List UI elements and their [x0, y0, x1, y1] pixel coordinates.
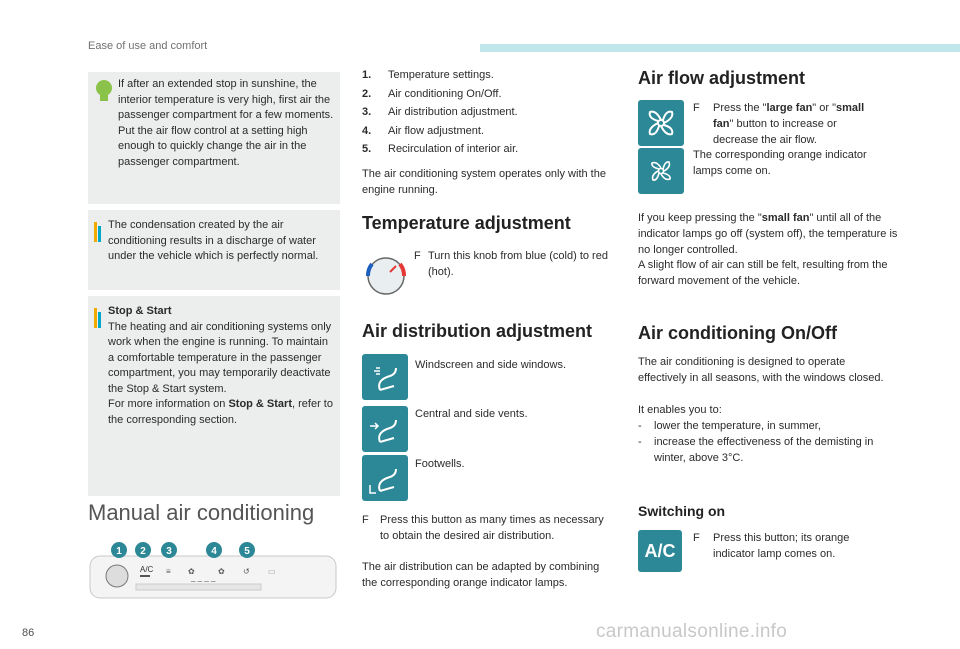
- airflow-keep-text: If you keep pressing the "small fan" until all of the indicator lamps go off (system off), the temperature is no longer controlled.: [638, 212, 898, 256]
- info-bars-icon: [94, 308, 102, 328]
- distribution-press-text: F Press this button as many times as necessary to obtain the desired air distribution.: [362, 514, 604, 542]
- svg-text:A/C: A/C: [140, 565, 154, 574]
- stop-start-link: Stop & Start: [228, 398, 292, 410]
- list-item: 5. Recirculation of interior air.: [362, 143, 519, 155]
- bullet-dash: -: [638, 436, 642, 448]
- tip-text-2: Put the air flow control at a setting high enough to quickly change the air in the passenger compartment.: [118, 124, 308, 168]
- controls-list: [362, 66, 622, 159]
- temperature-knob-icon: [362, 254, 414, 300]
- check-icon: F: [693, 532, 700, 544]
- airflow-press-text: F Press the "large fan" or "small fan" button to increase or decrease the air flow.: [693, 102, 865, 146]
- list-item: 1. Temperature settings.: [362, 69, 494, 81]
- distribution-note: The air distribution can be adapted by combining the corresponding orange indicator lamps.: [362, 561, 600, 589]
- ac-intro: The air conditioning is designed to operate effectively in all seasons, with the windows closed.: [638, 356, 884, 384]
- distribution-item: Central and side vents.: [415, 408, 528, 420]
- airflow-heading: Air flow adjustment: [638, 68, 806, 88]
- ac-heading: Air conditioning On/Off: [638, 323, 837, 343]
- large-fan-icon: [638, 100, 684, 146]
- svg-text:5: 5: [244, 546, 250, 557]
- ac-bullet: - increase the effectiveness of the demisting in winter, above 3°C.: [638, 436, 874, 464]
- control-panel-illustration: [88, 536, 340, 600]
- switching-on-text: F Press this button; its orange indicator lamp comes on.: [693, 532, 850, 560]
- stop-start-body: The heating and air conditioning systems only work when the engine is running. To maintain a comfortable temperature in the passenger compartment, you may temporarily deactivate the Stop & Start system.: [108, 320, 332, 395]
- info-bars-icon: [94, 222, 102, 242]
- windscreen-distribution-icon: [362, 354, 408, 400]
- svg-text:3: 3: [166, 546, 172, 557]
- engine-note: The air conditioning system operates only with the engine running.: [362, 168, 606, 196]
- stop-start-title: Stop & Start: [108, 305, 172, 317]
- manual-ac-title: Manual air conditioning: [88, 500, 315, 525]
- check-icon: F: [414, 250, 421, 262]
- svg-text:1: 1: [116, 546, 122, 557]
- ac-button-icon: A/C: [638, 530, 682, 572]
- watermark: carmanualsonline.info: [596, 621, 788, 642]
- svg-text:↺: ↺: [243, 567, 250, 576]
- stop-start-note: [88, 296, 340, 496]
- temperature-heading: Temperature adjustment: [362, 213, 571, 233]
- distribution-item: Footwells.: [415, 458, 465, 470]
- svg-text:✿: ✿: [188, 567, 195, 576]
- section-header: Ease of use and comfort: [88, 40, 208, 52]
- ac-enables: It enables you to:: [638, 404, 722, 416]
- svg-text:✿: ✿: [218, 567, 225, 576]
- ac-bullet: - lower the temperature, in summer,: [638, 420, 821, 432]
- lightbulb-icon: [94, 79, 114, 103]
- sunshine-tip-box: [88, 72, 340, 204]
- svg-text:4: 4: [211, 546, 217, 557]
- tip-text-1: If after an extended stop in sunshine, the interior temperature is very high, first air the passenger compartment for a few moments.: [118, 78, 334, 121]
- airflow-lamps-text: The corresponding orange indicator lamps come on.: [693, 149, 867, 177]
- check-icon: F: [693, 102, 700, 114]
- page-number: 86: [22, 627, 35, 639]
- check-icon: F: [362, 514, 369, 526]
- condensation-text: The condensation created by the air conditioning results in a discharge of water under the vehicle which is perfectly normal.: [108, 219, 319, 262]
- footwell-distribution-icon: [362, 455, 408, 501]
- svg-text:▭: ▭: [268, 567, 276, 576]
- vents-distribution-icon: [362, 406, 408, 452]
- stop-start-more: For more information on Stop & Start, refer to the corresponding section.: [108, 398, 333, 426]
- distribution-item: Windscreen and side windows.: [415, 359, 567, 371]
- bullet-dash: -: [638, 420, 642, 432]
- list-item: 2. Air conditioning On/Off.: [362, 87, 502, 100]
- temperature-text: F Turn this knob from blue (cold) to red (hot).: [414, 250, 608, 278]
- header-bar: [480, 44, 960, 52]
- condensation-note: [88, 210, 340, 290]
- airflow-slight-text: A slight flow of air can still be felt, resulting from the forward movement of the vehicle.: [638, 259, 888, 287]
- svg-text:2: 2: [140, 546, 146, 557]
- switching-on-heading: Switching on: [638, 503, 726, 519]
- small-fan-icon: [638, 148, 684, 194]
- list-item: 4. Air flow adjustment.: [362, 124, 484, 137]
- distribution-heading: Air distribution adjustment: [362, 321, 593, 341]
- list-item: 3. Air distribution adjustment.: [362, 106, 518, 118]
- svg-text:≡: ≡: [166, 567, 171, 576]
- svg-text:_ _ _ _: _ _ _ _: [191, 573, 216, 582]
